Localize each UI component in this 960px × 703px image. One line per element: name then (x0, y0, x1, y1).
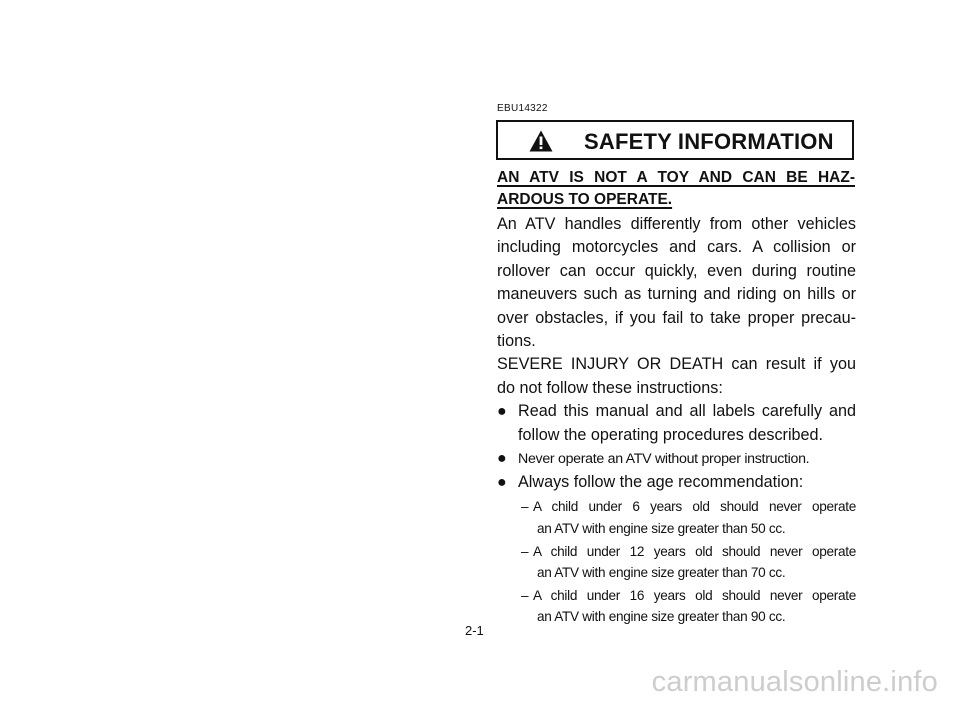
age-line-2: an ATV with engine size greater than 70 cc. (537, 565, 786, 581)
bullet-dot-icon: ● (497, 474, 507, 492)
age-line-2: an ATV with engine size greater than 50 cc. (537, 520, 786, 536)
section-title: SAFETY INFORMATION (584, 129, 834, 154)
headline-line-2: ARDOUS TO OPERATE. (497, 191, 673, 208)
headline-line-1: AN ATV IS NOT A TOY AND CAN BE HAZ- (497, 169, 855, 186)
age-recommendation-list (497, 496, 856, 627)
bullet-line: Always follow the age recommendation: (518, 473, 804, 492)
intro-line: rollover can occur quickly, even during routine (497, 261, 856, 280)
age-line-1: A child under 6 years old should never operate (533, 499, 856, 515)
document-code: EBU14322 (497, 103, 548, 114)
age-recommendation-item (497, 496, 856, 538)
age-recommendation-item (497, 541, 856, 583)
age-line-1: A child under 12 years old should never operate (533, 543, 856, 559)
body-text (497, 213, 856, 630)
intro-line: tions. (497, 332, 536, 351)
bullet-item (497, 400, 856, 447)
bullet-line: Never operate an ATV without proper instruction. (518, 451, 810, 468)
dash-marker: – (521, 543, 529, 559)
age-line-1: A child under 16 years old should never operate (533, 588, 856, 604)
age-recommendation-item (497, 585, 856, 627)
intro-line: maneuvers such as turning and riding on hills or (497, 285, 856, 304)
bullet-line: Read this manual and all labels carefully and (518, 402, 856, 421)
intro-line: including motorcycles and cars. A collision or (497, 238, 856, 257)
warning-line: SEVERE INJURY OR DEATH can result if you (497, 355, 856, 374)
warning-triangle-icon (529, 130, 553, 152)
bullet-item (497, 471, 856, 494)
section-header-box (496, 120, 854, 160)
dash-marker: – (521, 499, 529, 515)
bullet-dot-icon: ● (497, 450, 507, 468)
warning-line: do not follow these instructions: (497, 378, 723, 397)
page-number: 2-1 (465, 623, 484, 638)
age-line-2: an ATV with engine size greater than 90 cc. (537, 609, 786, 625)
safety-bullet-list (497, 400, 856, 494)
watermark: carmanualsonline.info (651, 666, 938, 698)
warning-paragraph (497, 353, 856, 400)
intro-line: over obstacles, if you fail to take proper precau- (497, 308, 856, 327)
intro-line: An ATV handles differently from other vehicles (497, 215, 856, 233)
bullet-dot-icon: ● (497, 403, 507, 421)
headline (497, 167, 855, 211)
bullet-line: follow the operating procedures described. (518, 425, 824, 444)
dash-marker: – (521, 588, 529, 604)
intro-paragraph (497, 213, 856, 353)
bullet-item (497, 447, 856, 471)
